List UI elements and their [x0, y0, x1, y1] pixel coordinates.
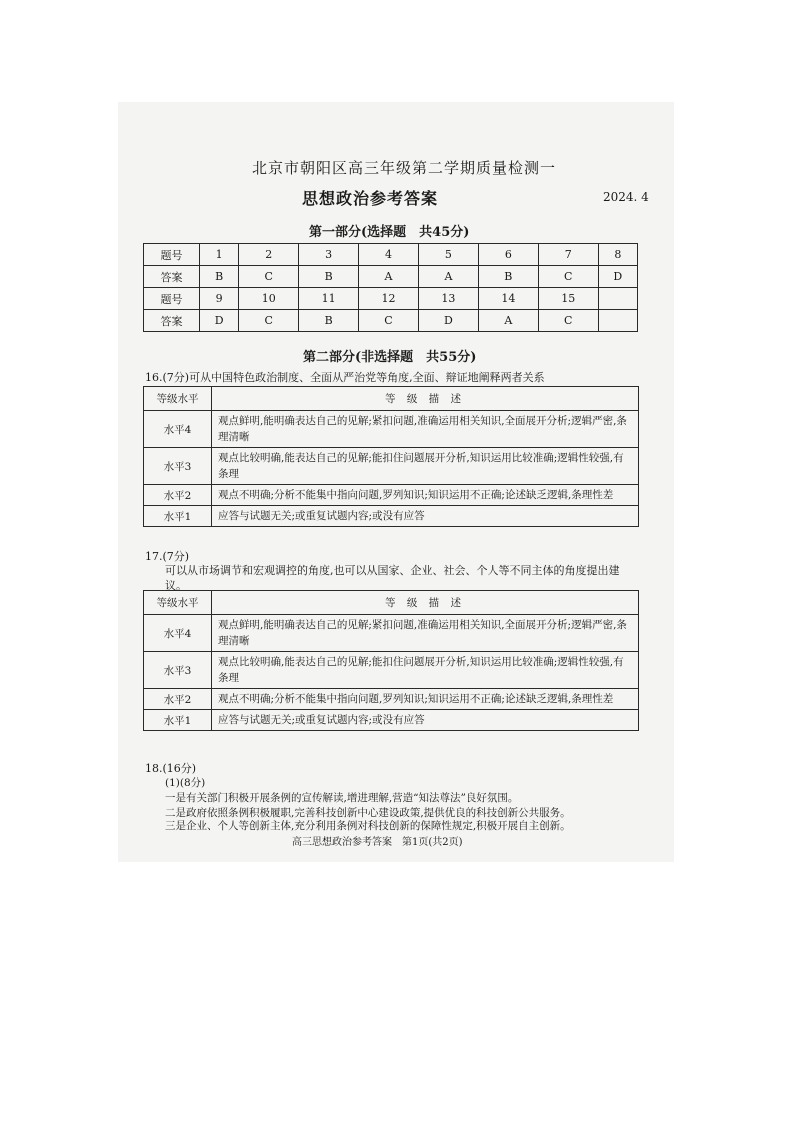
answer-cell: C	[239, 310, 299, 332]
question-number: 6	[478, 244, 538, 266]
table-row	[144, 387, 639, 411]
level-column-header: 等级水平	[144, 387, 212, 411]
question-number: 11	[299, 288, 359, 310]
answer-cell: B	[299, 310, 359, 332]
level-description: 应答与试题无关;或重复试题内容;或没有应答	[212, 710, 639, 731]
answer-cell: D	[200, 310, 239, 332]
answer-line: (1)(8分)	[165, 777, 206, 789]
table-row	[144, 244, 638, 266]
answer-cell: D	[598, 266, 637, 288]
level-description: 观点不明确;分析不能集中指向问题,罗列知识;知识运用不正确;论述缺乏逻辑,条理性差	[212, 689, 639, 710]
question-number: 9	[200, 288, 239, 310]
table-row	[144, 288, 638, 310]
table-row	[144, 448, 639, 485]
row-label: 答案	[144, 266, 200, 288]
answer-cell: C	[239, 266, 299, 288]
table-row	[144, 710, 639, 731]
question-number: 14	[478, 288, 538, 310]
question-17-prompt: 可以从市场调节和宏观调控的角度,也可以从国家、企业、社会、个人等不同主体的角度提出建议。	[165, 564, 620, 592]
question-number: 13	[418, 288, 478, 310]
question-number: 2	[239, 244, 299, 266]
table-row	[144, 652, 639, 689]
answer-cell	[598, 310, 637, 332]
table-row	[144, 411, 639, 448]
row-label: 题号	[144, 244, 200, 266]
row-label: 答案	[144, 310, 200, 332]
level-description: 观点鲜明,能明确表达自己的见解;紧扣问题,准确运用相关知识,全面展开分析;逻辑严密,条理清晰	[212, 411, 639, 448]
page-footer: 高三思想政治参考答案 第1页(共2页)	[292, 837, 463, 848]
q17-grading-table	[143, 590, 639, 731]
table-row	[144, 689, 639, 710]
question-16-prompt: 16.(7分)可从中国特色政治制度、全面从严治党等角度,全面、辩证地阐释两者关系	[145, 371, 545, 384]
level-description: 观点比较明确,能表达自己的见解;能扣住问题展开分析,知识运用比较准确;逻辑性较强,有条理	[212, 652, 639, 689]
description-column-header: 等 级 描 述	[212, 591, 639, 615]
description-column-header: 等 级 描 述	[212, 387, 639, 411]
answer-cell: C	[538, 310, 598, 332]
answer-cell: D	[418, 310, 478, 332]
answer-cell: A	[418, 266, 478, 288]
answer-cell: C	[538, 266, 598, 288]
q16-grading-table	[143, 386, 639, 527]
table-row	[144, 615, 639, 652]
level-description: 观点鲜明,能明确表达自己的见解;紧扣问题,准确运用相关知识,全面展开分析;逻辑严密,条理清晰	[212, 615, 639, 652]
part2-heading: 第二部分(非选择题 共55分)	[303, 350, 477, 365]
question-number: 10	[239, 288, 299, 310]
level-description: 观点比较明确,能表达自己的见解;能扣住问题展开分析,知识运用比较准确;逻辑性较强,有条理	[212, 448, 639, 485]
answer-line: 一是有关部门积极开展条例的宣传解读,增进理解,营造“知法尊法”良好氛围。	[165, 792, 519, 804]
answer-cell: B	[299, 266, 359, 288]
table-row	[144, 591, 639, 615]
level-name: 水平1	[144, 506, 212, 527]
row-label: 题号	[144, 288, 200, 310]
question-number: 1	[200, 244, 239, 266]
multiple-choice-answer-table	[143, 243, 638, 332]
answer-cell: B	[478, 266, 538, 288]
exam-title: 北京市朝阳区高三年级第二学期质量检测一	[252, 159, 557, 177]
question-number: 12	[359, 288, 419, 310]
level-name: 水平2	[144, 689, 212, 710]
question-number: 5	[418, 244, 478, 266]
level-name: 水平4	[144, 615, 212, 652]
question-number: 15	[538, 288, 598, 310]
part1-heading: 第一部分(选择题 共45分)	[309, 225, 470, 240]
table-row	[144, 485, 639, 506]
question-number	[598, 288, 637, 310]
table-row	[144, 310, 638, 332]
answer-line: 三是企业、个人等创新主体,充分利用条例对科技创新的保障性规定,积极开展自主创新。	[165, 820, 571, 832]
answer-cell: A	[478, 310, 538, 332]
table-row	[144, 506, 639, 527]
question-number: 4	[359, 244, 419, 266]
answer-cell: B	[200, 266, 239, 288]
document-subtitle: 思想政治参考答案	[302, 189, 439, 208]
question-17-number: 17.(7分)	[145, 550, 190, 563]
question-number: 8	[598, 244, 637, 266]
question-18-number: 18.(16分)	[145, 762, 197, 775]
level-name: 水平3	[144, 448, 212, 485]
level-description: 观点不明确;分析不能集中指向问题,罗列知识;知识运用不正确;论述缺乏逻辑,条理性差	[212, 485, 639, 506]
question-number: 3	[299, 244, 359, 266]
level-name: 水平4	[144, 411, 212, 448]
answer-cell: A	[359, 266, 419, 288]
table-row	[144, 266, 638, 288]
level-name: 水平2	[144, 485, 212, 506]
exam-date: 2024. 4	[603, 190, 649, 204]
level-column-header: 等级水平	[144, 591, 212, 615]
level-name: 水平1	[144, 710, 212, 731]
answer-cell: C	[359, 310, 419, 332]
level-description: 应答与试题无关;或重复试题内容;或没有应答	[212, 506, 639, 527]
level-name: 水平3	[144, 652, 212, 689]
question-number: 7	[538, 244, 598, 266]
answer-line: 二是政府依照条例积极履职,完善科技创新中心建设政策,提供优良的科技创新公共服务。	[165, 807, 571, 819]
